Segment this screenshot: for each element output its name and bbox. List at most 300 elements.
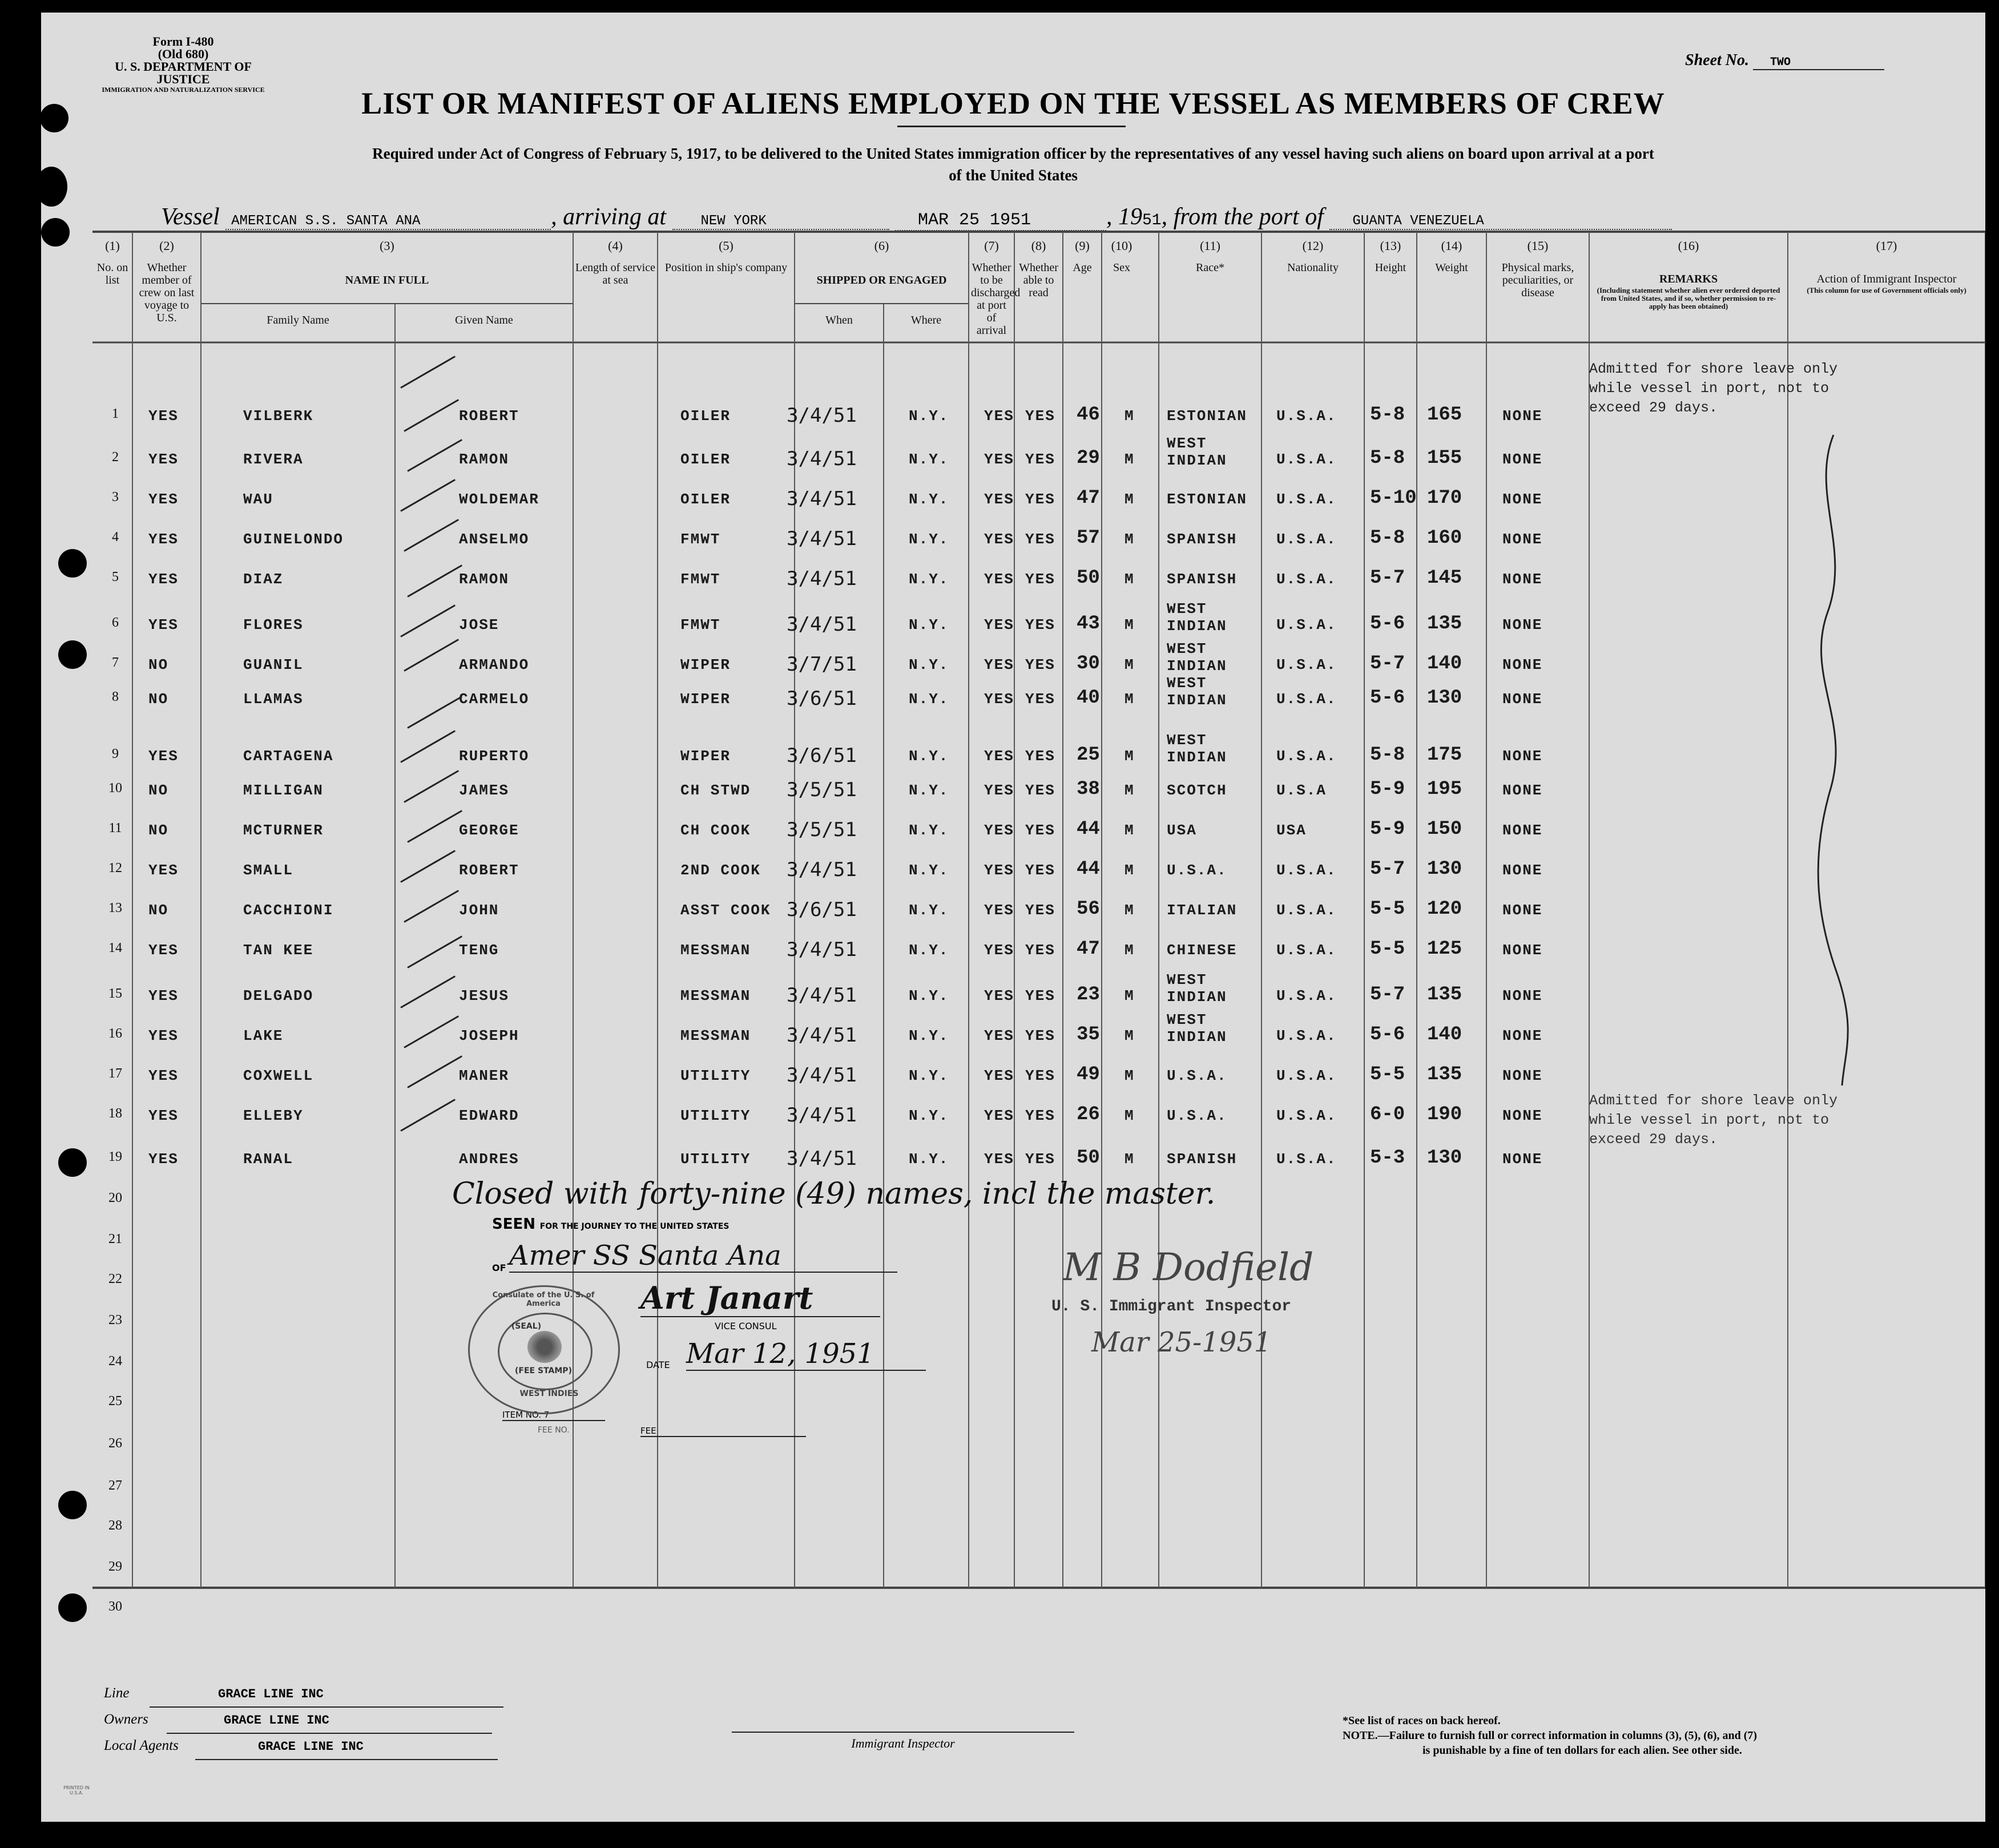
physical-marks-cell: NONE	[1502, 1027, 1543, 1044]
vice-consul-label: VICE CONSUL	[715, 1321, 777, 1331]
family-name-cell: WAU	[243, 491, 273, 508]
age-cell: 29	[1077, 447, 1100, 469]
column-number: (13)	[1380, 239, 1401, 253]
row-number: 27	[108, 1478, 122, 1493]
column-number: (4)	[608, 239, 623, 253]
discharged-cell: YES	[984, 902, 1014, 919]
column-number: (8)	[1031, 239, 1046, 253]
age-cell: 38	[1077, 778, 1100, 800]
given-name-cell: JOSEPH	[459, 1027, 519, 1044]
consul-date: Mar 12, 1951	[686, 1338, 926, 1371]
column-number: (6)	[874, 239, 889, 253]
physical-marks-cell: NONE	[1502, 451, 1543, 468]
column-number: (7)	[984, 239, 999, 253]
column-header: Nationality	[1287, 261, 1339, 274]
given-name-cell: JOSE	[459, 616, 499, 634]
sex-cell: M	[1125, 1027, 1135, 1044]
last-voyage-cell: YES	[148, 616, 179, 634]
weight-cell: 140	[1427, 1024, 1462, 1046]
able-to-read-cell: YES	[1025, 616, 1055, 634]
weight-cell: 130	[1427, 858, 1462, 880]
discharged-cell: YES	[984, 1027, 1014, 1044]
last-voyage-cell: YES	[148, 451, 179, 468]
sex-cell: M	[1125, 902, 1135, 919]
departure-port: GUANTA VENEZUELA	[1329, 213, 1672, 230]
shipped-when-cell: 3/6/51	[787, 744, 857, 767]
position-cell: WIPER	[680, 691, 731, 708]
family-name-cell: LAKE	[243, 1027, 284, 1044]
owners-label: Owners	[104, 1712, 148, 1727]
row-number: 14	[108, 941, 122, 955]
shipped-when-cell: 3/5/51	[787, 818, 857, 841]
last-voyage-cell: YES	[148, 571, 179, 588]
family-name-cell: TAN KEE	[243, 942, 314, 959]
shipped-where-cell: N.Y.	[909, 942, 949, 959]
seen-label: SEEN	[492, 1216, 536, 1233]
sheet-number: TWO	[1753, 56, 1884, 70]
sex-cell: M	[1125, 656, 1135, 673]
ditto-mark	[1811, 423, 1856, 1097]
shipped-where-cell: N.Y.	[909, 1151, 949, 1168]
remark-shore-leave: exceed 29 days.	[1589, 400, 1718, 416]
column-number: (5)	[719, 239, 733, 253]
nationality-cell: U.S.A.	[1276, 1151, 1337, 1168]
able-to-read-cell: YES	[1025, 531, 1055, 548]
sex-cell: M	[1125, 1107, 1135, 1124]
vessel-label: Vessel	[161, 204, 220, 230]
shipped-where-cell: N.Y.	[909, 902, 949, 919]
arrival-date: MAR 25 1951	[895, 211, 1106, 231]
column-number: (2)	[159, 239, 174, 253]
position-cell: WIPER	[680, 748, 731, 765]
shipped-when-cell: 3/4/51	[787, 404, 857, 427]
shipped-when-cell: 3/4/51	[787, 613, 857, 636]
row-number: 6	[112, 615, 119, 630]
eagle-seal-icon	[527, 1331, 562, 1363]
shipped-where-cell: N.Y.	[909, 451, 949, 468]
able-to-read-cell: YES	[1025, 1067, 1055, 1084]
position-cell: FMWT	[680, 571, 721, 588]
discharged-cell: YES	[984, 616, 1014, 634]
shipped-when-cell: 3/4/51	[787, 487, 857, 510]
able-to-read-cell: YES	[1025, 451, 1055, 468]
column-number: (17)	[1876, 239, 1897, 253]
discharged-cell: YES	[984, 862, 1014, 879]
discharged-cell: YES	[984, 407, 1014, 425]
nationality-cell: U.S.A.	[1276, 1107, 1337, 1124]
weight-cell: 150	[1427, 818, 1462, 840]
height-cell: 5-8	[1370, 404, 1405, 426]
inspector-signature: M B Dodfield	[1063, 1245, 1314, 1289]
penalty-note: NOTE.—Failure to furnish full or correct information in columns (3), (5), (6), and (7)	[1343, 1729, 1758, 1742]
weight-cell: 140	[1427, 653, 1462, 675]
arrival-port: NEW YORK	[672, 213, 889, 230]
column-header: NAME IN FULL	[345, 274, 429, 287]
from-label: , from the port of	[1161, 204, 1324, 230]
nationality-cell: U.S.A.	[1276, 571, 1337, 588]
family-name-cell: GUANIL	[243, 656, 304, 673]
physical-marks-cell: NONE	[1502, 862, 1543, 879]
nationality-cell: U.S.A.	[1276, 451, 1337, 468]
consul-vessel: Amer SS Santa Ana	[509, 1240, 897, 1273]
form-service: IMMIGRATION AND NATURALIZATION SERVICE	[102, 86, 265, 94]
row-number: 11	[108, 821, 122, 836]
given-name-cell: MANER	[459, 1067, 510, 1084]
of-label: OF	[492, 1262, 506, 1273]
column-header: Height	[1375, 261, 1406, 274]
column-number: (14)	[1441, 239, 1462, 253]
row-number: 7	[112, 655, 119, 670]
weight-cell: 190	[1427, 1104, 1462, 1125]
race-cell: CHINESE	[1167, 942, 1238, 959]
column-subheader: Family Name	[267, 314, 329, 326]
given-name-cell: ARMANDO	[459, 656, 530, 673]
shipped-when-cell: 3/5/51	[787, 778, 857, 801]
owners-value: GRACE LINE INC	[167, 1709, 492, 1734]
agents-value: GRACE LINE INC	[195, 1735, 498, 1760]
row-number: 30	[108, 1599, 122, 1614]
weight-cell: 155	[1427, 447, 1462, 469]
height-cell: 5-10	[1370, 487, 1417, 509]
race-cell: SPANISH	[1167, 531, 1238, 548]
nationality-cell: U.S.A.	[1276, 691, 1337, 708]
discharged-cell: YES	[984, 656, 1014, 673]
physical-marks-cell: NONE	[1502, 942, 1543, 959]
position-cell: MESSMAN	[680, 987, 751, 1004]
nationality-cell: USA	[1276, 822, 1307, 839]
form-department: U. S. DEPARTMENT OF JUSTICE	[115, 59, 252, 86]
printed-mark: PRINTED IN U.S.A.	[63, 1785, 90, 1795]
fee-label: FEE	[640, 1426, 806, 1437]
nationality-cell: U.S.A.	[1276, 1027, 1337, 1044]
age-cell: 47	[1077, 938, 1100, 960]
weight-cell: 145	[1427, 567, 1462, 589]
column-subheader: Where	[910, 314, 942, 326]
discharged-cell: YES	[984, 1107, 1014, 1124]
nationality-cell: U.S.A.	[1276, 407, 1337, 425]
race-cell: WEST INDIAN	[1167, 435, 1227, 469]
age-cell: 44	[1077, 818, 1100, 840]
physical-marks-cell: NONE	[1502, 822, 1543, 839]
position-cell: MESSMAN	[680, 942, 751, 959]
able-to-read-cell: YES	[1025, 1151, 1055, 1168]
column-number: (3)	[380, 239, 394, 253]
shipped-when-cell: 3/4/51	[787, 447, 857, 470]
able-to-read-cell: YES	[1025, 862, 1055, 879]
position-cell: CH COOK	[680, 822, 751, 839]
year-prefix: , 19	[1106, 204, 1142, 230]
able-to-read-cell: YES	[1025, 571, 1055, 588]
able-to-read-cell: YES	[1025, 942, 1055, 959]
age-cell: 40	[1077, 687, 1100, 709]
discharged-cell: YES	[984, 987, 1014, 1004]
shipped-where-cell: N.Y.	[909, 822, 949, 839]
weight-cell: 195	[1427, 778, 1462, 800]
position-cell: MESSMAN	[680, 1027, 751, 1044]
form-subtitle-2: of the United States	[949, 167, 1078, 184]
physical-marks-cell: NONE	[1502, 616, 1543, 634]
able-to-read-cell: YES	[1025, 407, 1055, 425]
family-name-cell: RANAL	[243, 1151, 294, 1168]
arrival-year: 51	[1142, 212, 1162, 229]
race-cell: USA	[1167, 822, 1197, 839]
column-header: Physical marks, peculiarities, or disease	[1501, 261, 1574, 299]
inspector-title: U. S. Immigrant Inspector	[1051, 1298, 1292, 1316]
age-cell: 43	[1077, 613, 1100, 635]
column-header: Age	[1073, 261, 1092, 274]
race-cell: U.S.A.	[1167, 862, 1227, 879]
height-cell: 6-0	[1370, 1104, 1405, 1125]
given-name-cell: RAMON	[459, 451, 510, 468]
age-cell: 50	[1077, 567, 1100, 589]
height-cell: 5-5	[1370, 938, 1405, 960]
column-header: Race*	[1196, 261, 1224, 274]
height-cell: 5-8	[1370, 527, 1405, 549]
family-name-cell: DELGADO	[243, 987, 314, 1004]
last-voyage-cell: NO	[148, 902, 169, 919]
column-header: Action of Immigrant Inspector	[1816, 273, 1957, 285]
column-number: (15)	[1527, 239, 1549, 253]
family-name-cell: CACCHIONI	[243, 902, 334, 919]
column-header: Weight	[1435, 261, 1468, 274]
race-cell: SCOTCH	[1167, 782, 1227, 799]
age-cell: 30	[1077, 653, 1100, 675]
age-cell: 56	[1077, 898, 1100, 920]
race-cell: WEST INDIAN	[1167, 640, 1227, 675]
column-note: (This column for use of Government officials only)	[1807, 286, 1966, 294]
physical-marks-cell: NONE	[1502, 748, 1543, 765]
nationality-cell: U.S.A.	[1276, 942, 1337, 959]
row-number: 10	[108, 781, 122, 796]
age-cell: 47	[1077, 487, 1100, 509]
physical-marks-cell: NONE	[1502, 902, 1543, 919]
weight-cell: 175	[1427, 744, 1462, 766]
sex-cell: M	[1125, 1151, 1135, 1168]
age-cell: 49	[1077, 1064, 1100, 1086]
age-cell: 44	[1077, 858, 1100, 880]
height-cell: 5-9	[1370, 778, 1405, 800]
discharged-cell: YES	[984, 782, 1014, 799]
stamp-seal: (SEAL)	[511, 1322, 542, 1331]
weight-cell: 130	[1427, 687, 1462, 709]
given-name-cell: ANDRES	[459, 1151, 519, 1168]
row-number: 24	[108, 1354, 122, 1369]
weight-cell: 135	[1427, 1064, 1462, 1086]
last-voyage-cell: NO	[148, 656, 169, 673]
physical-marks-cell: NONE	[1502, 571, 1543, 588]
age-cell: 26	[1077, 1104, 1100, 1125]
form-subtitle: Required under Act of Congress of February 5, 1917, to be delivered to the United States immigration officer by the representatives of any vessel having such aliens on board upon arrival at a port	[372, 145, 1654, 162]
family-name-cell: SMALL	[243, 862, 294, 879]
row-number: 26	[108, 1436, 122, 1451]
row-number: 5	[112, 570, 119, 584]
last-voyage-cell: YES	[148, 987, 179, 1004]
remark-shore-leave: while vessel in port, not to	[1589, 1112, 1829, 1128]
race-cell: SPANISH	[1167, 571, 1238, 588]
nationality-cell: U.S.A.	[1276, 748, 1337, 765]
position-cell: WIPER	[680, 656, 731, 673]
consul-signature: Art Janart	[640, 1280, 880, 1317]
sex-cell: M	[1125, 407, 1135, 425]
sex-cell: M	[1125, 862, 1135, 879]
physical-marks-cell: NONE	[1502, 531, 1543, 548]
weight-cell: 130	[1427, 1147, 1462, 1169]
row-number: 23	[108, 1313, 122, 1328]
shipped-where-cell: N.Y.	[909, 691, 949, 708]
family-name-cell: CARTAGENA	[243, 748, 334, 765]
row-number: 20	[108, 1191, 122, 1205]
age-cell: 35	[1077, 1024, 1100, 1046]
family-name-cell: LLAMAS	[243, 691, 304, 708]
height-cell: 5-3	[1370, 1147, 1405, 1169]
shipped-when-cell: 3/4/51	[787, 938, 857, 961]
nationality-cell: U.S.A.	[1276, 862, 1337, 879]
able-to-read-cell: YES	[1025, 987, 1055, 1004]
row-number: 16	[108, 1026, 122, 1041]
able-to-read-cell: YES	[1025, 691, 1055, 708]
given-name-cell: JOHN	[459, 902, 499, 919]
shipped-where-cell: N.Y.	[909, 656, 949, 673]
row-number: 21	[108, 1232, 122, 1246]
shipped-where-cell: N.Y.	[909, 862, 949, 879]
row-number: 25	[108, 1394, 122, 1409]
weight-cell: 135	[1427, 984, 1462, 1006]
family-name-cell: GUINELONDO	[243, 531, 344, 548]
shipped-where-cell: N.Y.	[909, 571, 949, 588]
able-to-read-cell: YES	[1025, 748, 1055, 765]
discharged-cell: YES	[984, 451, 1014, 468]
sex-cell: M	[1125, 1067, 1135, 1084]
last-voyage-cell: NO	[148, 691, 169, 708]
able-to-read-cell: YES	[1025, 1027, 1055, 1044]
shipped-when-cell: 3/4/51	[787, 1104, 857, 1127]
position-cell: OILER	[680, 491, 731, 508]
height-cell: 5-6	[1370, 1024, 1405, 1046]
nationality-cell: U.S.A.	[1276, 616, 1337, 634]
shipped-when-cell: 3/4/51	[787, 984, 857, 1007]
sex-cell: M	[1125, 691, 1135, 708]
given-name-cell: GEORGE	[459, 822, 519, 839]
vessel-name: AMERICAN S.S. SANTA ANA	[225, 213, 551, 230]
stamp-text-bottom: WEST INDIES	[519, 1389, 579, 1398]
shipped-where-cell: N.Y.	[909, 782, 949, 799]
position-cell: OILER	[680, 407, 731, 425]
given-name-cell: RAMON	[459, 571, 510, 588]
item-number: ITEM NO. 7	[502, 1410, 605, 1421]
nationality-cell: U.S.A.	[1276, 531, 1337, 548]
last-voyage-cell: YES	[148, 531, 179, 548]
nationality-cell: U.S.A.	[1276, 656, 1337, 673]
given-name-cell: ROBERT	[459, 407, 519, 425]
weight-cell: 160	[1427, 527, 1462, 549]
race-cell: WEST INDIAN	[1167, 675, 1227, 709]
height-cell: 5-7	[1370, 653, 1405, 675]
race-cell: U.S.A.	[1167, 1107, 1227, 1124]
able-to-read-cell: YES	[1025, 656, 1055, 673]
closing-note: Closed with forty-nine (49) names, incl the master.	[452, 1177, 1216, 1211]
height-cell: 5-7	[1370, 567, 1405, 589]
physical-marks-cell: NONE	[1502, 987, 1543, 1004]
line-label: Line	[104, 1685, 130, 1701]
discharged-cell: YES	[984, 1067, 1014, 1084]
shipped-where-cell: N.Y.	[909, 748, 949, 765]
last-voyage-cell: NO	[148, 822, 169, 839]
column-header: No. on list	[96, 261, 128, 287]
given-name-cell: JESUS	[459, 987, 510, 1004]
race-cell: SPANISH	[1167, 1151, 1238, 1168]
row-number: 15	[108, 986, 122, 1001]
shipped-where-cell: N.Y.	[909, 531, 949, 548]
able-to-read-cell: YES	[1025, 822, 1055, 839]
able-to-read-cell: YES	[1025, 1107, 1055, 1124]
given-name-cell: TENG	[459, 942, 499, 959]
physical-marks-cell: NONE	[1502, 1067, 1543, 1084]
shipped-when-cell: 3/4/51	[787, 1147, 857, 1170]
nationality-cell: U.S.A.	[1276, 987, 1337, 1004]
weight-cell: 170	[1427, 487, 1462, 509]
height-cell: 5-8	[1370, 744, 1405, 766]
position-cell: ASST COOK	[680, 902, 771, 919]
discharged-cell: YES	[984, 1151, 1014, 1168]
last-voyage-cell: YES	[148, 862, 179, 879]
discharged-cell: YES	[984, 691, 1014, 708]
column-number: (11)	[1200, 239, 1220, 253]
family-name-cell: VILBERK	[243, 407, 314, 425]
height-cell: 5-7	[1370, 984, 1405, 1006]
position-cell: UTILITY	[680, 1151, 751, 1168]
given-name-cell: JAMES	[459, 782, 510, 799]
shipped-when-cell: 3/7/51	[787, 653, 857, 676]
given-name-cell: ROBERT	[459, 862, 519, 879]
column-header: Whether to be discharged at port of arrival	[971, 261, 1021, 337]
age-cell: 25	[1077, 744, 1100, 766]
sex-cell: M	[1125, 942, 1135, 959]
manifest-sheet	[41, 13, 1985, 1822]
age-cell: 57	[1077, 527, 1100, 549]
column-number: (12)	[1302, 239, 1324, 253]
column-header: Whether member of crew on last voyage to U.S.	[139, 261, 195, 324]
shipped-where-cell: N.Y.	[909, 407, 949, 425]
remark-shore-leave: Admitted for shore leave only	[1589, 1092, 1838, 1109]
shipped-when-cell: 3/4/51	[787, 1064, 857, 1087]
weight-cell: 135	[1427, 613, 1462, 635]
sex-cell: M	[1125, 822, 1135, 839]
sex-cell: M	[1125, 748, 1135, 765]
penalty-note-2: is punishable by a fine of ten dollars for each alien. See other side.	[1422, 1744, 1742, 1757]
inspector-date: Mar 25-1951	[1091, 1326, 1272, 1358]
column-header: SHIPPED OR ENGAGED	[816, 274, 947, 287]
shipped-when-cell: 3/4/51	[787, 567, 857, 590]
last-voyage-cell: YES	[148, 407, 179, 425]
given-name-cell: WOLDEMAR	[459, 491, 539, 508]
race-note: *See list of races on back hereof.	[1343, 1714, 1501, 1727]
row-number: 29	[108, 1559, 122, 1574]
discharged-cell: YES	[984, 942, 1014, 959]
height-cell: 5-6	[1370, 687, 1405, 709]
shipped-where-cell: N.Y.	[909, 1067, 949, 1084]
height-cell: 5-5	[1370, 898, 1405, 920]
form-title: LIST OR MANIFEST OF ALIENS EMPLOYED ON THE VESSEL AS MEMBERS OF CREW	[361, 86, 1665, 120]
weight-cell: 125	[1427, 938, 1462, 960]
last-voyage-cell: NO	[148, 782, 169, 799]
remark-shore-leave: exceed 29 days.	[1589, 1131, 1718, 1148]
age-cell: 23	[1077, 984, 1100, 1006]
family-name-cell: ELLEBY	[243, 1107, 304, 1124]
stamp-text-top: Consulate of the U. S. of America	[492, 1291, 595, 1308]
height-cell: 5-9	[1370, 818, 1405, 840]
row-number: 4	[112, 530, 119, 544]
nationality-cell: U.S.A.	[1276, 1067, 1337, 1084]
